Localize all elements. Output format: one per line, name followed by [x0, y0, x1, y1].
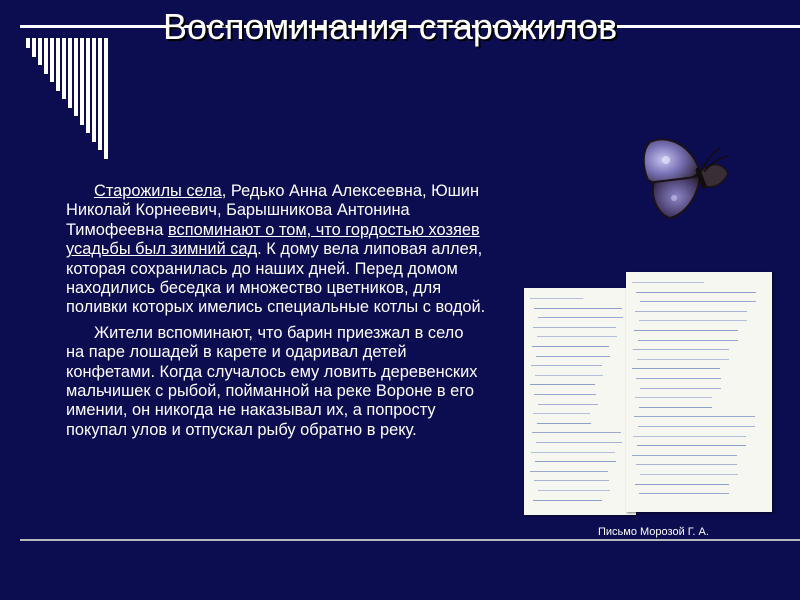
- handwriting-line: [531, 452, 615, 453]
- handwriting-line: [637, 445, 746, 446]
- handwriting-line: [634, 330, 738, 331]
- handwriting-line: [636, 378, 721, 379]
- handwriting-line: [639, 407, 712, 408]
- handwriting-line: [534, 394, 596, 395]
- paragraph-1-names: , Редько Анна Алексеевна, Юшин Николай Корнеевич, Барышникова Антонина Тимофеевна: [66, 182, 479, 239]
- handwriting-line: [635, 311, 747, 312]
- handwriting-line: [533, 413, 590, 414]
- stripe: [86, 38, 90, 133]
- stripe: [80, 38, 84, 125]
- handwriting-line: [533, 327, 616, 328]
- handwriting-line: [639, 493, 729, 494]
- stripe: [74, 38, 78, 116]
- handwriting-line: [530, 384, 595, 385]
- handwriting-line: [633, 349, 729, 350]
- handwriting-line: [635, 397, 712, 398]
- paragraph-1: [66, 182, 486, 318]
- handwriting-line: [537, 336, 617, 337]
- handwriting-line: [639, 320, 747, 321]
- handwriting-line: [535, 375, 603, 376]
- handwriting-line: [535, 461, 616, 462]
- stripe: [98, 38, 102, 150]
- stripe: [56, 38, 60, 91]
- stripe: [104, 38, 108, 159]
- handwriting-line: [640, 388, 721, 389]
- handwriting-line: [632, 455, 737, 456]
- bottom-rule: [20, 539, 800, 541]
- paragraph-1-underlined-lead: Старожилы села: [94, 182, 222, 200]
- handwritten-letter-image-back: [524, 288, 636, 515]
- handwriting-line: [638, 426, 755, 427]
- handwriting-line: [534, 480, 609, 481]
- handwriting-line: [532, 432, 621, 433]
- handwriting-line: [537, 423, 591, 424]
- handwriting-line: [533, 500, 602, 501]
- stripe: [50, 38, 54, 82]
- paragraph-1-underlined-claim: вспоминают о том, что гордостью хозяев усадьбы был зимний сад: [66, 220, 480, 259]
- handwriting-line: [536, 442, 622, 443]
- handwriting-line: [636, 464, 737, 465]
- stripe: [44, 38, 48, 74]
- handwriting-line: [538, 317, 623, 318]
- stripe: [62, 38, 66, 99]
- stripe: [26, 38, 30, 48]
- stripe: [68, 38, 72, 108]
- image-caption: Письмо Морозой Г. А.: [598, 526, 709, 538]
- handwriting-line: [531, 365, 602, 366]
- handwriting-line: [634, 416, 755, 417]
- handwriting-line: [538, 404, 598, 405]
- slide-title: Воспоминания старожилов: [163, 6, 618, 47]
- stripe: [32, 38, 36, 57]
- handwriting-line: [532, 346, 609, 347]
- handwriting-line: [530, 298, 583, 299]
- handwriting-line: [530, 471, 608, 472]
- handwriting-line: [638, 340, 738, 341]
- butterfly-image: [640, 134, 736, 222]
- handwriting-line: [636, 292, 756, 293]
- handwriting-line: [632, 368, 720, 369]
- paragraph-2: Жители вспоминают, что барин приезжал в село на паре лошадей в карете и одаривал детей конфетами. Когда случалось ему ловить деревенских мальчишек с рыбой, пойманной на реке Вороне в его имении, он никогда не наказывал их, а попросту покупал улов и отпускал рыбу обратно в реку.: [66, 323, 478, 439]
- handwriting-line: [640, 301, 756, 302]
- handwriting-line: [637, 359, 729, 360]
- body-text: [66, 182, 486, 440]
- handwriting-line: [538, 490, 610, 491]
- stripe: [38, 38, 42, 65]
- handwriting-line: [640, 474, 738, 475]
- stripe: [92, 38, 96, 142]
- handwriting-line: [633, 436, 746, 437]
- handwritten-letter-image: [626, 272, 772, 512]
- paragraph-1-rest: . К дому вела липовая аллея, которая сохранилась до наших дней. Перед домом находились беседка и множество цветников, для поливки которых имелись специальные котлы с водой.: [66, 240, 486, 317]
- handwriting-line: [536, 356, 610, 357]
- handwriting-line: [635, 484, 729, 485]
- handwriting-line: [534, 308, 622, 309]
- handwriting-line: [632, 282, 704, 283]
